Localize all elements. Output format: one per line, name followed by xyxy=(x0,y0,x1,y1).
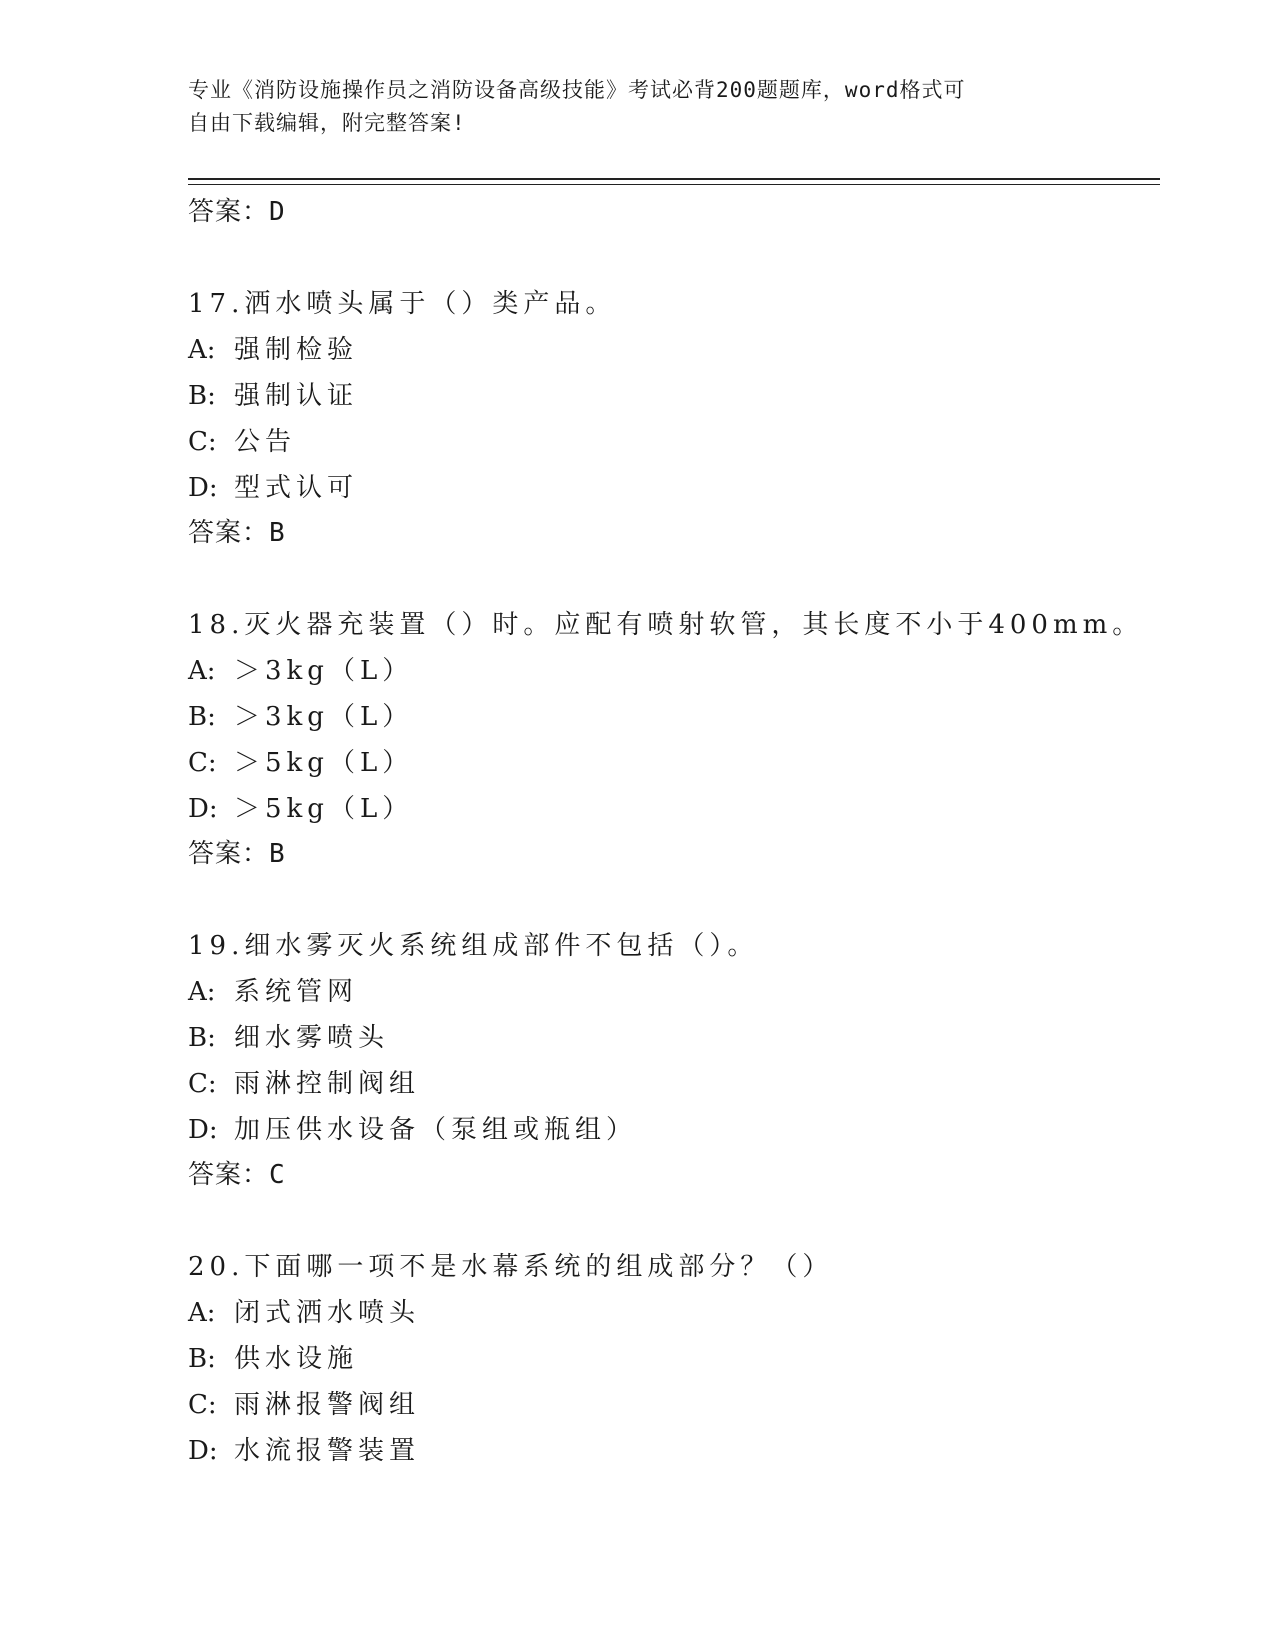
option-text: 加压供水设备（泵组或瓶组） xyxy=(234,1115,638,1145)
option-b xyxy=(188,694,1160,740)
option-key: D: xyxy=(188,473,218,503)
option-text: ＞5kg（L） xyxy=(234,748,414,778)
option-key: A: xyxy=(188,977,216,1007)
option-c xyxy=(188,1382,1160,1428)
header-line-2: 自由下载编辑，附完整答案! xyxy=(188,111,466,135)
option-d xyxy=(188,1107,1160,1153)
option-key: A: xyxy=(188,656,216,686)
option-a xyxy=(188,1290,1160,1336)
option-key: D: xyxy=(188,1436,218,1466)
answer-line: 答案：B xyxy=(188,518,286,548)
option-key: A: xyxy=(188,1298,216,1328)
option-key: B: xyxy=(188,381,216,411)
option-b xyxy=(188,373,1160,419)
option-d xyxy=(188,465,1160,511)
document-header xyxy=(188,74,1088,140)
option-text: 强制检验 xyxy=(234,335,359,365)
option-key: B: xyxy=(188,1344,216,1374)
option-text: ＞3kg（L） xyxy=(234,702,414,732)
option-text: 雨淋控制阀组 xyxy=(234,1069,421,1099)
question-text: 20.下面哪一项不是水幕系统的组成部分？（） xyxy=(188,1252,834,1282)
header-divider-thin xyxy=(188,184,1160,185)
answer-line: 答案：D xyxy=(188,197,286,227)
option-key: D: xyxy=(188,1115,218,1145)
question-text: 17.洒水喷头属于（）类产品。 xyxy=(188,289,617,319)
option-key: C: xyxy=(188,1390,217,1420)
option-b xyxy=(188,1336,1160,1382)
question-17 xyxy=(188,281,1160,556)
question-19 xyxy=(188,923,1160,1198)
option-a xyxy=(188,648,1160,694)
question-text: 19.细水雾灭火系统组成部件不包括（）。 xyxy=(188,931,759,961)
header-line-1: 专业《消防设施操作员之消防设备高级技能》考试必背200题题库，word格式可 xyxy=(188,78,966,102)
document-body xyxy=(188,190,1160,1474)
option-text: 强制认证 xyxy=(234,381,359,411)
option-text: 公告 xyxy=(234,427,297,457)
option-text: 细水雾喷头 xyxy=(234,1023,390,1053)
question-text: 18.灭火器充装置（）时。应配有喷射软管，其长度不小于400mm。 xyxy=(188,610,1144,640)
option-c xyxy=(188,1061,1160,1107)
question-18 xyxy=(188,602,1160,877)
option-d xyxy=(188,786,1160,832)
option-key: C: xyxy=(188,1069,217,1099)
question-20 xyxy=(188,1244,1160,1474)
option-text: 供水设施 xyxy=(234,1344,359,1374)
option-c xyxy=(188,419,1160,465)
option-d xyxy=(188,1428,1160,1474)
option-key: A: xyxy=(188,335,216,365)
option-text: ＞3kg（L） xyxy=(234,656,414,686)
option-key: B: xyxy=(188,702,216,732)
option-a xyxy=(188,969,1160,1015)
option-key: C: xyxy=(188,427,217,457)
option-text: 闭式洒水喷头 xyxy=(234,1298,421,1328)
answer-line: 答案：C xyxy=(188,1160,286,1190)
option-key: C: xyxy=(188,748,217,778)
option-text: 水流报警装置 xyxy=(234,1436,421,1466)
option-key: D: xyxy=(188,794,218,824)
option-c xyxy=(188,740,1160,786)
header-divider-thick xyxy=(188,178,1160,180)
option-text: 雨淋报警阀组 xyxy=(234,1390,421,1420)
option-text: ＞5kg（L） xyxy=(234,794,414,824)
option-key: B: xyxy=(188,1023,216,1053)
option-a xyxy=(188,327,1160,373)
answer-line: 答案：B xyxy=(188,839,286,869)
option-text: 型式认可 xyxy=(234,473,359,503)
option-b xyxy=(188,1015,1160,1061)
option-text: 系统管网 xyxy=(234,977,359,1007)
